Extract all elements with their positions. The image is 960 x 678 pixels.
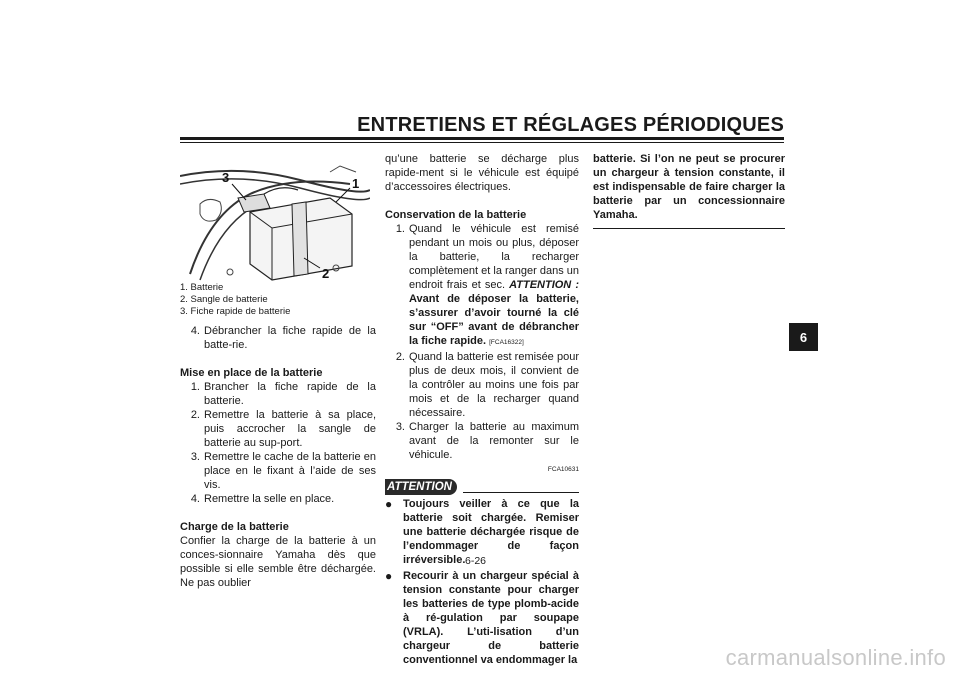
figure-caption — [180, 282, 376, 318]
mise-step: 2. Remettre la batterie à sa place, puis accrocher la sangle de batterie au sup-port. — [190, 409, 376, 449]
attention-bullet: ● Toujours veiller à ce que la batterie soit chargée. Remiser une batterie déchargée risque de l’endommager de façon irréversible. — [385, 497, 579, 566]
step-4: 4. Débrancher la fiche rapide de la batte-rie. — [190, 325, 376, 351]
caption-item: 3. Fiche rapide de batterie — [180, 306, 291, 317]
section-heading-charge: Charge de la batterie — [180, 521, 289, 533]
attention-rule — [463, 492, 579, 493]
fca-code: [FCA16322] — [489, 339, 524, 346]
column-middle — [385, 152, 579, 667]
mise-step: 1. Brancher la fiche rapide de la batterie. — [190, 381, 376, 407]
callout-2: 2 — [322, 266, 330, 281]
chapter-tab: 6 — [789, 323, 818, 351]
fca-code: FCA10631 — [547, 466, 579, 473]
continued-attention-text: batterie. Si l’on ne peut se procurer un chargeur à tension constante, il est indispensable de faire charger la batterie par un concessionnaire Yamaha. — [593, 153, 785, 221]
page-number: 6-26 — [465, 555, 487, 567]
callout-3: 3 — [222, 170, 230, 185]
watermark: carmanualsonline.info — [725, 645, 946, 670]
charge-paragraph: Confier la charge de la batterie à un conces-sionnaire Yamaha dès que possible si elle semble être déchargée. Ne pas oublier — [180, 535, 376, 589]
callout-1: 1 — [352, 176, 360, 191]
attention-end-rule — [593, 228, 785, 229]
inline-attention-label: ATTENTION : — [509, 279, 579, 291]
attention-label: ATTENTION — [385, 479, 457, 495]
attention-header — [385, 479, 579, 495]
title-rule — [180, 137, 784, 140]
cons-step-2: 2. Quand la batterie est remisée pour plus de deux mois, il convient de la contrôler au moins une fois par mois et de la recharger quand nécessaire. — [395, 351, 579, 419]
column-right — [593, 152, 785, 229]
caption-item: 2. Sangle de batterie — [180, 294, 268, 305]
bullet-icon: ● — [385, 569, 393, 583]
section-heading-mise: Mise en place de la batterie — [180, 367, 323, 379]
title-rule-thin — [180, 142, 784, 143]
battery-figure — [180, 154, 370, 282]
cons-step-3: 3. Charger la batterie au maximum avant de la remonter sur le véhicule. — [395, 421, 579, 461]
mise-step: 3. Remettre le cache de la batterie en place en le fixant à l’aide de ses vis. — [190, 451, 376, 491]
intro-paragraph: qu’une batterie se décharge plus rapide-ment si le véhicule est équipé d’accessoires électriques. — [385, 153, 579, 193]
column-left — [180, 152, 376, 590]
mise-step: 4. Remettre la selle en place. — [190, 493, 335, 505]
battery-illustration — [180, 154, 370, 282]
page-title: ENTRETIENS ET RÉGLAGES PÉRIODIQUES — [357, 114, 784, 136]
section-heading-conservation: Conservation de la batterie — [385, 209, 527, 221]
cons-step-1: 1. Quand le véhicule est remisé pendant un mois ou plus, déposer la batterie, la recharger complètement et la ranger dans un endroit frais et sec. ATTENTION : Avant de déposer la batterie, s’assurer d’avoir tourné la clé sur “OFF” avant de débrancher la fiche rapide. [FCA16322] — [395, 223, 579, 347]
caption-item: 1. Batterie — [180, 282, 224, 293]
attention-bullet: ● Recourir à un chargeur spécial à tension constante pour charger les batteries de type plomb-acide à ré-gulation par soupape (VRLA). L’uti-lisation d’un chargeur de batterie conventionnel va endommager la — [385, 569, 579, 666]
bullet-icon: ● — [385, 497, 393, 511]
